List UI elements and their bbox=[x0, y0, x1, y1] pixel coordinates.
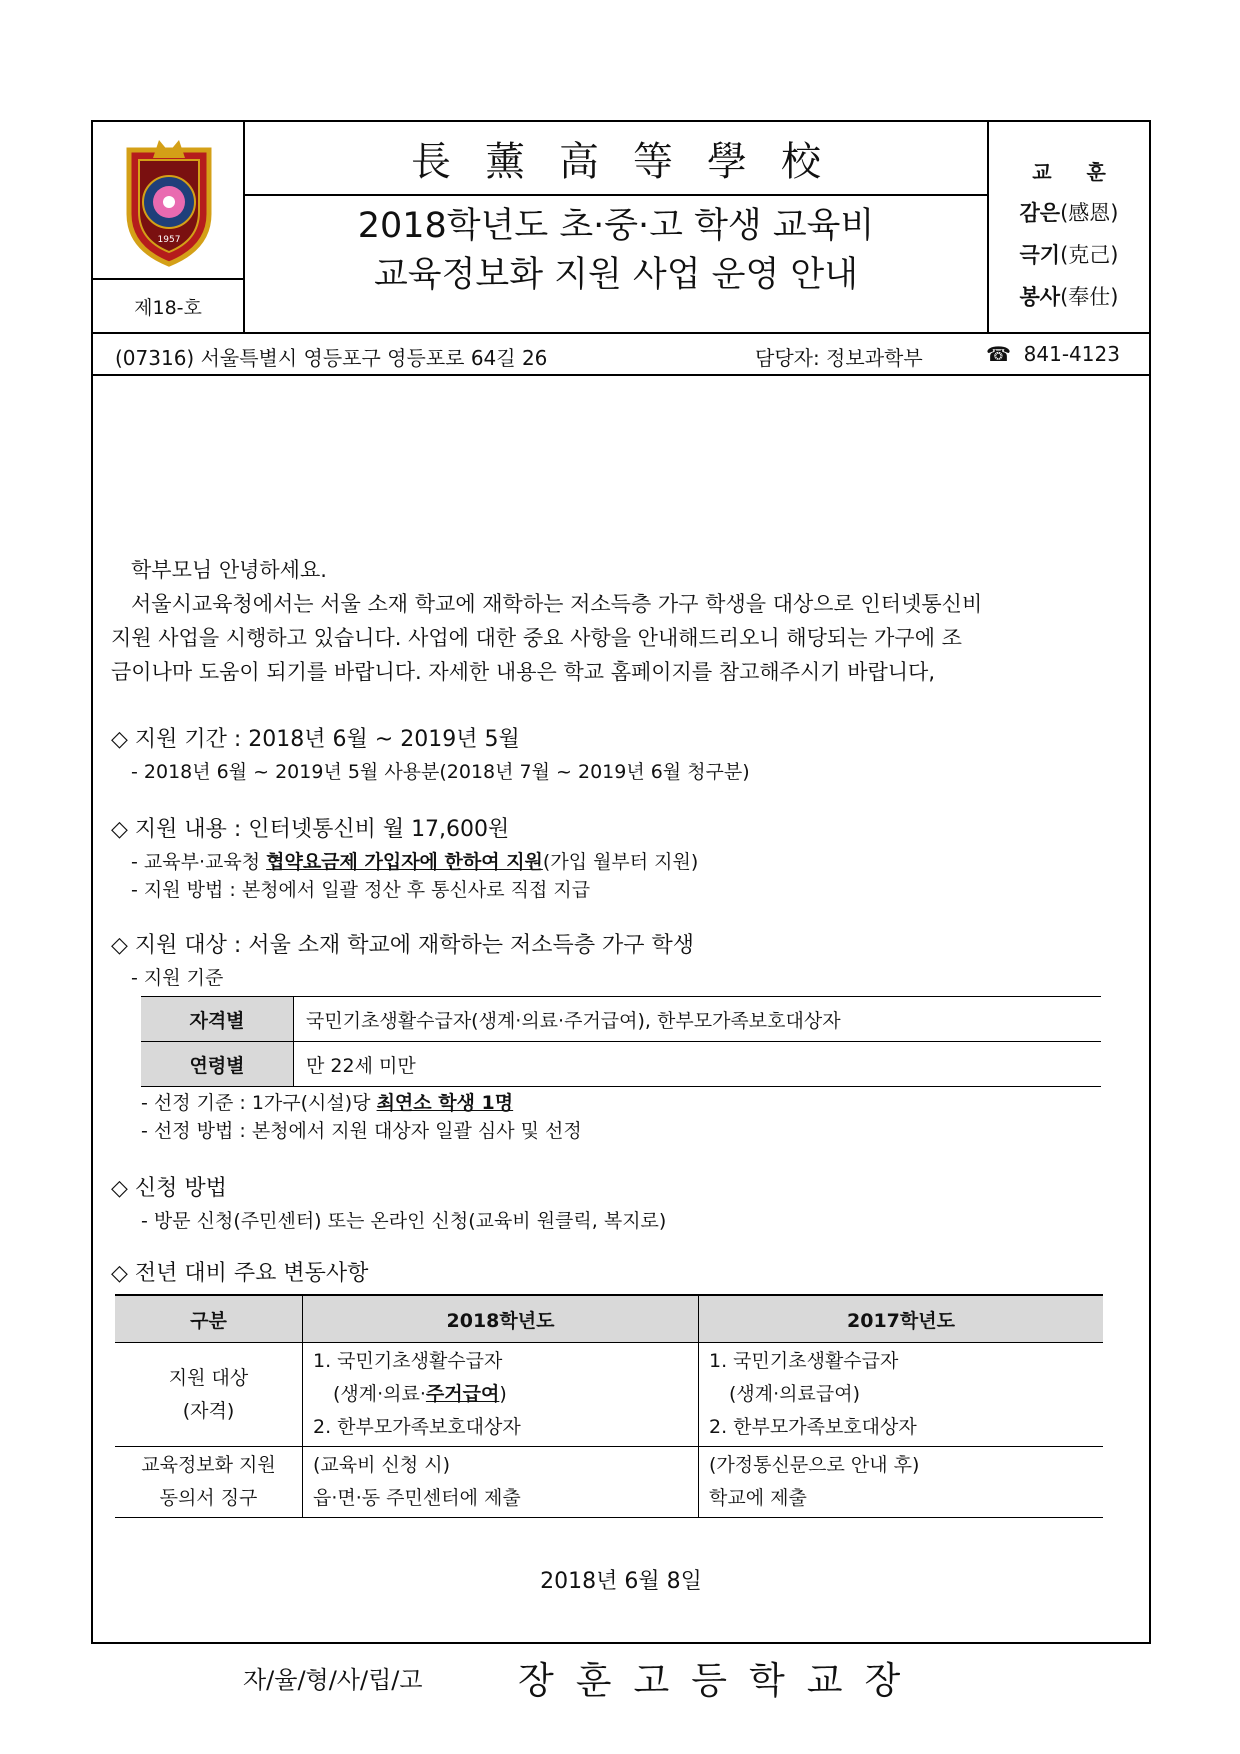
column-header: 구분 bbox=[115, 1295, 303, 1343]
changes-heading: ◇ 전년 대비 주요 변동사항 bbox=[111, 1261, 369, 1286]
table-header-row bbox=[115, 1295, 1103, 1343]
greeting-line: 학부모님 안녕하세요. bbox=[131, 558, 327, 582]
greeting-line: 지원 사업을 시행하고 있습니다. 사업에 대한 중요 사항을 안내해드리오니 해당되는 가구에 조 bbox=[111, 626, 962, 650]
phone: ☎ 841-4123 bbox=[986, 342, 1120, 366]
motto-item: 극기(克己) bbox=[1019, 243, 1119, 267]
school-name: 長薰高等學校 bbox=[245, 122, 987, 196]
letter-header bbox=[93, 122, 1149, 332]
period-detail: - 2018년 6월 ~ 2019년 5월 사용분(2018년 7월 ~ 2019년 6월 청구분) bbox=[131, 761, 750, 783]
row-label: 지원 대상 (자격) bbox=[115, 1343, 303, 1447]
school-motto bbox=[989, 122, 1149, 332]
criteria-table bbox=[141, 996, 1101, 1087]
cell-2017: 1. 국민기초생활수급자 (생계·의료급여) 2. 한부모가족보호대상자 bbox=[699, 1343, 1104, 1447]
cell-2018: 1. 국민기초생활수급자 (생계·의료·주거급여) 2. 한부모가족보호대상자 bbox=[303, 1343, 699, 1447]
document-title bbox=[245, 202, 987, 300]
cell-2017: (가정통신문으로 안내 후) 학교에 제출 bbox=[699, 1447, 1104, 1518]
principal-signature: 장훈고등학교장 bbox=[518, 1659, 923, 1702]
phone-icon: ☎ bbox=[986, 342, 1011, 366]
row-label: 교육정보화 지원 동의서 징구 bbox=[115, 1447, 303, 1518]
period-heading: ◇ 지원 기간 : 2018년 6월 ~ 2019년 5월 bbox=[111, 727, 520, 752]
greeting-line: 금이나마 도움이 되기를 바랍니다. 자세한 내용은 학교 홈페이지를 참고해주시기 바랍니다, bbox=[111, 660, 936, 684]
title-line-1: 2018학년도 초·중·고 학생 교육비 bbox=[357, 206, 875, 246]
target-heading: ◇ 지원 대상 : 서울 소재 학교에 재학하는 저소득층 가구 학생 bbox=[111, 933, 695, 958]
school-emblem-icon bbox=[93, 122, 245, 278]
criteria-value: 만 22세 미만 bbox=[294, 1042, 1102, 1087]
document-date: 2018년 6월 8일 bbox=[540, 1569, 702, 1594]
school-slogan: 자/율/형/사/립/고 bbox=[243, 1666, 423, 1694]
column-header: 2018학년도 bbox=[303, 1295, 699, 1343]
table-row bbox=[115, 1343, 1103, 1447]
cell-2018: (교육비 신청 시) 읍·면·동 주민센터에 제출 bbox=[303, 1447, 699, 1518]
address-bar bbox=[93, 332, 1149, 376]
content-detail: - 교육부·교육청 협약요금제 가입자에 한하여 지원(가입 월부터 지원) bbox=[131, 851, 699, 873]
column-header: 2017학년도 bbox=[699, 1295, 1104, 1343]
content-heading: ◇ 지원 내용 : 인터넷통신비 월 17,600원 bbox=[111, 817, 510, 842]
title-block bbox=[245, 122, 989, 332]
content-detail: - 지원 방법 : 본청에서 일괄 정산 후 통신사로 직접 지급 bbox=[131, 879, 591, 901]
criteria-key: 연령별 bbox=[141, 1042, 294, 1087]
changes-table bbox=[115, 1294, 1103, 1518]
table-row bbox=[141, 1042, 1101, 1087]
school-logo-cell bbox=[93, 122, 245, 280]
selection-detail: - 선정 방법 : 본청에서 지원 대상자 일괄 심사 및 선정 bbox=[141, 1120, 582, 1142]
motto-heading: 교 훈 bbox=[1032, 160, 1120, 184]
motto-item: 봉사(奉仕) bbox=[1019, 285, 1119, 309]
document-number: 제18-호 bbox=[93, 280, 245, 332]
apply-heading: ◇ 신청 방법 bbox=[111, 1176, 227, 1201]
table-row bbox=[115, 1447, 1103, 1518]
apply-detail: - 방문 신청(주민센터) 또는 온라인 신청(교육비 원클릭, 복지로) bbox=[141, 1210, 667, 1232]
criteria-key: 자격별 bbox=[141, 997, 294, 1042]
school-address: (07316) 서울특별시 영등포구 영등포로 64길 26 bbox=[115, 346, 548, 370]
title-line-2: 교육정보화 지원 사업 운영 안내 bbox=[373, 255, 859, 295]
greeting-line: 서울시교육청에서는 서울 소재 학교에 재학하는 저소득층 가구 학생을 대상으로 인터넷통신비 bbox=[131, 592, 983, 616]
table-row bbox=[141, 997, 1101, 1042]
manager: 담당자: 정보과학부 bbox=[755, 346, 923, 370]
document-frame bbox=[91, 120, 1151, 1702]
selection-detail: - 선정 기준 : 1가구(시설)당 최연소 학생 1명 bbox=[141, 1092, 514, 1114]
svg-text:1957: 1957 bbox=[157, 235, 181, 245]
motto-item: 감은(感恩) bbox=[1019, 201, 1119, 225]
target-sub: - 지원 기준 bbox=[131, 967, 224, 989]
criteria-value: 국민기초생활수급자(생계·의료·주거급여), 한부모가족보호대상자 bbox=[294, 997, 1102, 1042]
